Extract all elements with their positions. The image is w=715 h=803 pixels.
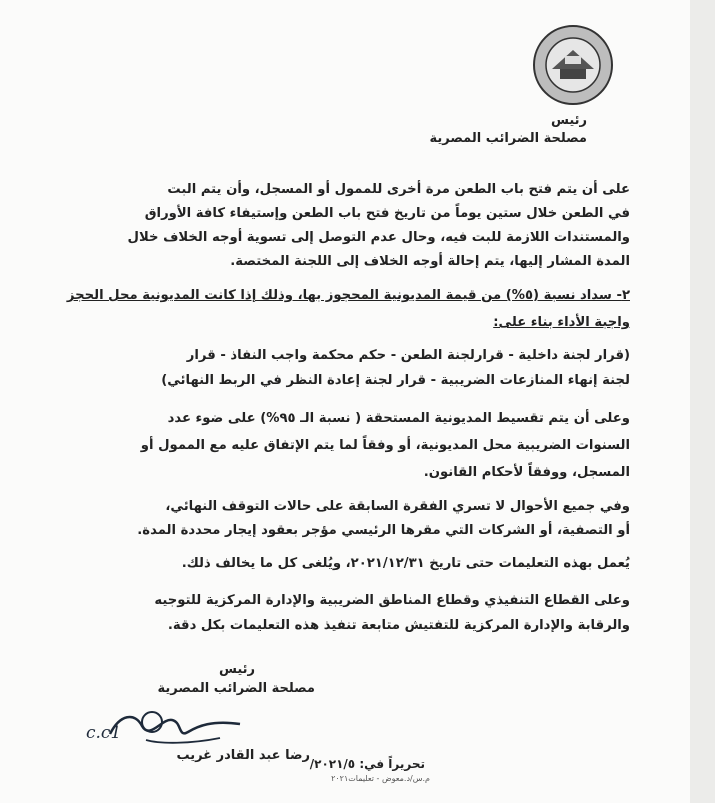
para3-line2: السنوات الضريبية محل المديونية، أو وفقاً لما يتم الإتفاق عليه مع الممول أو [140, 438, 630, 453]
para6-line1: وعلى القطاع التنفيذي وقطاع المناطق الضريبية والإدارة المركزية للتوجيه [154, 593, 630, 608]
handwritten-date: c.c1 [86, 723, 122, 743]
para3-line1: وعلى أن يتم تقسيط المديونية المستحقة ( نسبة الـ ٩٥%) على ضوء عدد [167, 411, 630, 426]
signatory-name: رضا عبد القادر غريب [176, 748, 310, 763]
ministry-seal-icon [532, 24, 614, 106]
signature-title-line2: مصلحة الضرائب المصرية [157, 681, 315, 696]
para4-line1: وفي جميع الأحوال لا تسري الفقرة السابقة على حالات التوقف النهائي، [165, 499, 630, 514]
para2-line2: لجنة إنهاء المنازعات الضريبية - قرار لجنة إعادة النظر في الربط النهائي) [161, 373, 630, 388]
para2-line1: (قرار لجنة داخلية - قرارلجنة الطعن - حكم محكمة واجب النفاذ - قرار [186, 348, 630, 363]
item2-heading-line1: ٢- سداد نسبة (٥%) من قيمة المديونية المحجوز بها، وذلك إذا كانت المديونية محل الحجز [66, 288, 630, 303]
header-title-line1: رئيس [550, 113, 587, 128]
page-edge [690, 0, 715, 803]
para1-line1: على أن يتم فتح باب الطعن مرة أخرى للممول أو المسجل، وأن يتم البت [167, 182, 630, 197]
para6-line2: والرقابة والإدارة المركزية للتفتيش متابعة تنفيذ هذه التعليمات بكل دقة. [167, 618, 630, 633]
para1-line4: المدة المشار إليها، يتم إحالة أوجه الخلاف إلى اللجنة المختصة. [230, 254, 630, 269]
item2-heading-line2: واجبة الأداء بناء على: [493, 315, 630, 330]
para3-line3: المسجل، ووفقاً لأحكام القانون. [423, 465, 630, 480]
header-title-line2: مصلحة الضرائب المصرية [429, 131, 587, 146]
para4-line2: أو التصفية، أو الشركات التي مقرها الرئيسي مؤجر بعقود إيجار محددة المدة. [137, 523, 630, 538]
signature-title-line1: رئيس [218, 662, 255, 677]
footer-date: تحريراً في: ٢٠٢١/٥/ [309, 757, 425, 771]
footer-reference: م.س/د.معوض - تعليمات٢٠٢١ [331, 774, 430, 783]
para1-line2: في الطعن خلال ستين يوماً من تاريخ فتح باب الطعن وإستيفاء كافة الأوراق [144, 206, 630, 221]
para1-line3: والمستندات اللازمة للبت فيه، وحال عدم التوصل إلى تسوية أوجه الخلاف خلال [127, 230, 630, 245]
para5-line1: يُعمل بهذه التعليمات حتى تاريخ ٢٠٢١/١٢/٣١، ويُلغى كل ما يخالف ذلك. [181, 556, 630, 571]
